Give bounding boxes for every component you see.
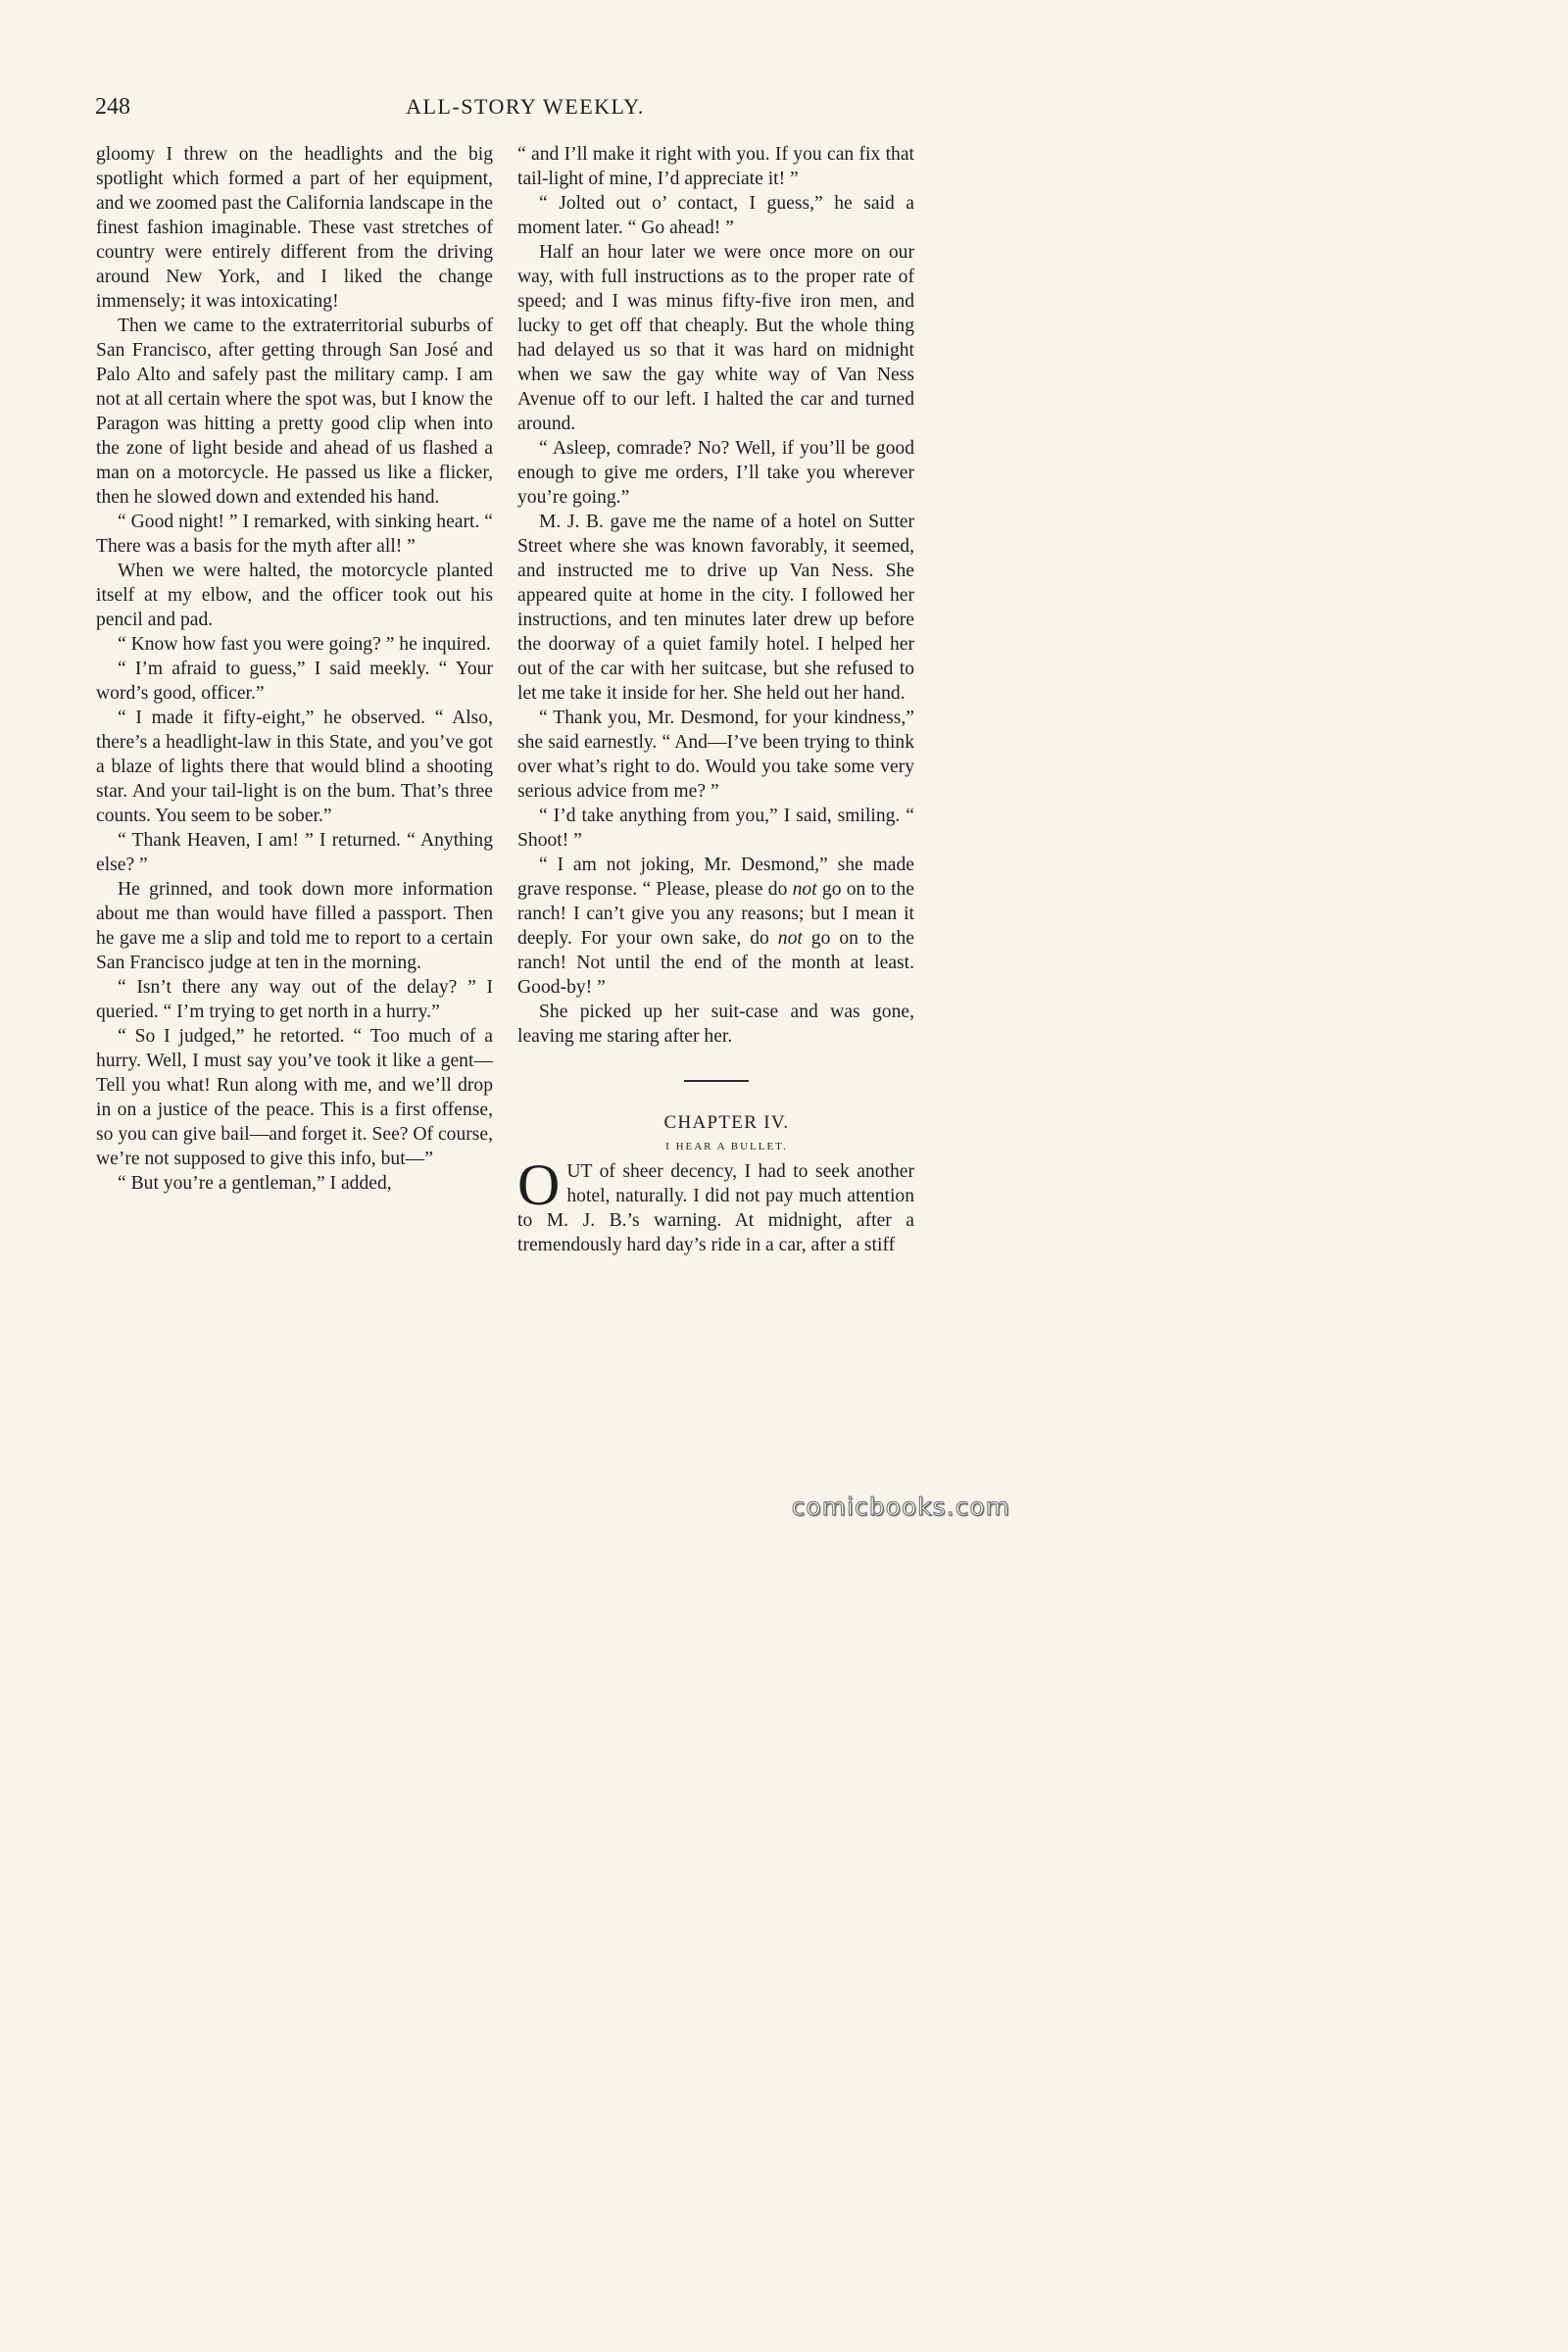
paragraph: “ Isn’t there any way out of the delay? ” I queried. “ I’m trying to get north in a hurry.” bbox=[96, 977, 493, 1022]
paragraph: “ I’d take anything from you,” I said, smiling. “ Shoot! ” bbox=[517, 806, 914, 851]
paragraph: When we were halted, the motorcycle planted itself at my elbow, and the officer took out his pencil and pad. bbox=[96, 561, 493, 630]
paragraph: “ Thank Heaven, I am! ” I returned. “ Anything else? ” bbox=[96, 830, 493, 875]
opening-text: UT of sheer decency, I had to seek another hotel, naturally. I did not pay much attention to M. J. B.’s warning. At midnight, after a tremendously hard day’s ride in a car, after a stiff bbox=[517, 1161, 914, 1255]
paragraph: “ Thank you, Mr. Desmond, for your kindness,” she said earnestly. “ And—I’ve been trying to think over what’s right to do. Would you take some very serious advice from me? ” bbox=[517, 708, 914, 802]
paragraph: “ Jolted out o’ contact, I guess,” he said a moment later. “ Go ahead! ” bbox=[517, 193, 914, 238]
watermark-logo: comicbooks.com bbox=[791, 1493, 1010, 1521]
chapter-subtitle: I HEAR A BULLET. bbox=[665, 1141, 788, 1152]
paragraph: “ So I judged,” he retorted. “ Too much of a hurry. Well, I must say you’ve took it like a gent— Tell you what! Run along with me, and we’ll drop in on a justice of the peace. This is a first offense, so you can give bail—and forget it. See? Of course, we’re not supposed to give this info, but—” bbox=[96, 1026, 494, 1169]
paragraph: Then we came to the extraterritorial suburbs of San Francisco, after getting through San José and Palo Alto and safely past the military camp. I am not at all certain where the spot was, but I know the Paragon was hitting a pretty good clip when into the zone of light beside and ahead of us flashed a man on a motorcycle. He passed us like a flicker, then he slowed down and extended his hand. bbox=[96, 316, 493, 508]
right-column bbox=[517, 142, 914, 1257]
emphasis: not bbox=[792, 879, 817, 900]
section-divider bbox=[684, 1080, 749, 1082]
paragraph: M. J. B. gave me the name of a hotel on Sutter Street where she was known favorably, it seemed, and instructed me to drive up Van Ness. She appeared quite at home in the city. I followed her instructions, and ten minutes later drew up before the doorway of a quiet family hotel. I helped her out of the car with her suitcase, but she refused to let me take it inside for her. She held out her hand. bbox=[517, 512, 914, 704]
drop-cap: O bbox=[517, 1152, 561, 1217]
paragraph: “ Asleep, comrade? No? Well, if you’ll be good enough to give me orders, I’ll take you wherever you’re going.” bbox=[517, 438, 914, 508]
running-head: ALL-STORY WEEKLY. bbox=[406, 94, 645, 119]
paragraph: “ and I’ll make it right with you. If you can fix that tail-light of mine, I’d appreciate it! ” bbox=[517, 144, 914, 189]
paragraph: She picked up her suit-case and was gone, leaving me staring after her. bbox=[517, 1002, 914, 1047]
text-run: “ I am not joking, Mr. Desmond,” she made grave response. “ Please, please do bbox=[517, 855, 914, 900]
paragraph: “ Good night! ” I remarked, with sinking heart. “ There was a basis for the myth after all! ” bbox=[96, 512, 493, 557]
text-run: go on to the ranch! I can’t give you any reasons; but I mean it deeply. For your own sake, do bbox=[517, 879, 914, 949]
paragraph: “ But you’re a gentleman,” I added, bbox=[118, 1173, 392, 1194]
paragraph bbox=[517, 853, 914, 1000]
chapter-opening-paragraph bbox=[517, 1152, 914, 1257]
paragraph: “ Know how fast you were going? ” he inquired. bbox=[118, 634, 491, 655]
text-run: go on to the ranch! Not until the end of the month at least. Good-by! ” bbox=[517, 928, 914, 998]
chapter-title: CHAPTER IV. bbox=[663, 1112, 790, 1133]
paragraph: “ I made it fifty-eight,” he observed. “ Also, there’s a headlight-law in this State, and you’ve got a blaze of lights there that would blind a shooting star. And your tail-light is on the bum. That’s three counts. You seem to be sober.” bbox=[96, 708, 493, 826]
emphasis: not bbox=[777, 928, 803, 949]
paragraph: Half an hour later we were once more on our way, with full instructions as to the proper rate of speed; and I was minus fifty-five iron men, and lucky to get off that cheaply. But the whole thing had delayed us so that it was hard on midnight when we saw the gay white way of Van Ness Avenue off to our left. I halted the car and turned around. bbox=[517, 242, 914, 434]
paragraph: “ I’m afraid to guess,” I said meekly. “ Your word’s good, officer.” bbox=[96, 659, 493, 704]
left-column bbox=[96, 142, 493, 1196]
page-number: 248 bbox=[95, 94, 130, 120]
paragraph: gloomy I threw on the headlights and the big spotlight which formed a part of her equipment, and we zoomed past the California landscape in the finest fashion imaginable. These vast stretches of country were entirely different from the driving around New York, and I liked the change immensely; it was intoxicating! bbox=[96, 144, 493, 312]
paragraph: He grinned, and took down more information about me than would have filled a passport. Then he gave me a slip and told me to report to a certain San Francisco judge at ten in the morning. bbox=[96, 879, 493, 973]
